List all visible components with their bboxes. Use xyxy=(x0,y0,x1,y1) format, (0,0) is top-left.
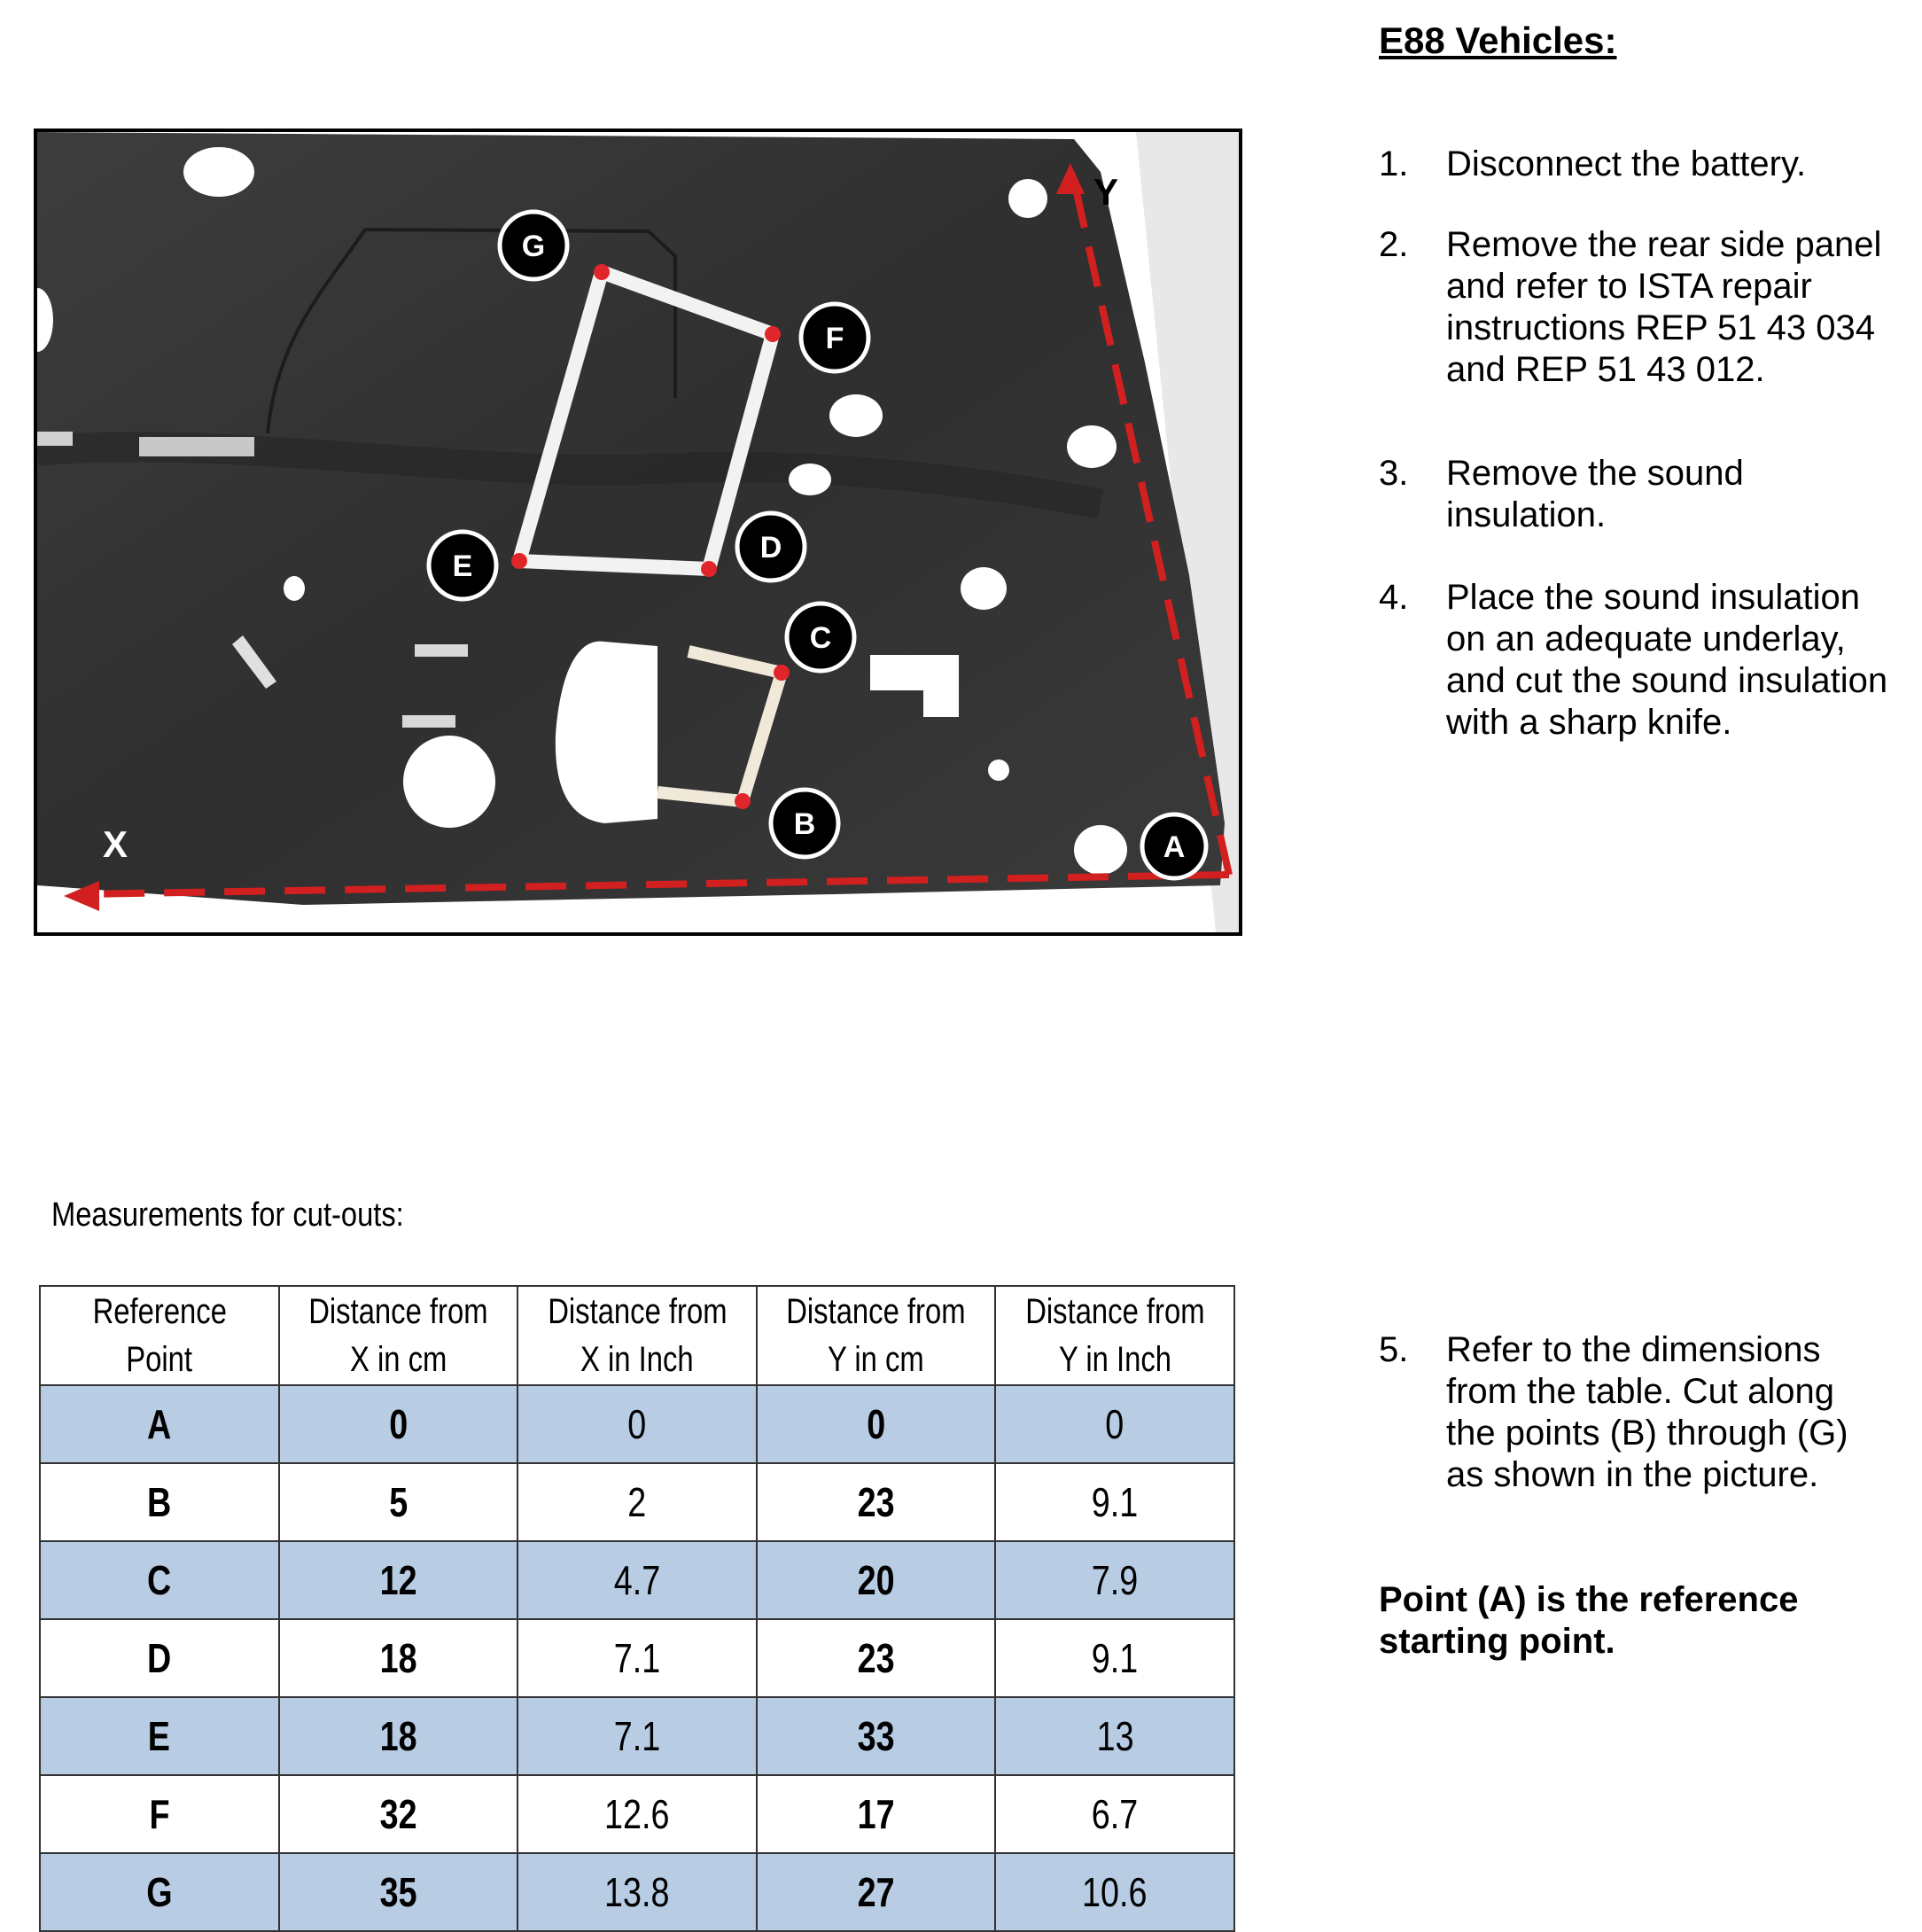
cell-text: 0 xyxy=(867,1401,886,1447)
marker-A xyxy=(1142,814,1206,878)
table-cell xyxy=(517,1775,757,1853)
table-row xyxy=(40,1697,1234,1775)
table-cell xyxy=(279,1463,518,1541)
cell-text: 9.1 xyxy=(1091,1635,1139,1681)
cell-text: 0 xyxy=(627,1401,647,1447)
table-cell xyxy=(757,1541,996,1619)
instruction-step xyxy=(1379,577,1893,744)
cell-text: E xyxy=(148,1713,171,1759)
header-line: X in cm xyxy=(349,1340,447,1379)
table-cell xyxy=(40,1541,279,1619)
header-line: Distance from xyxy=(1025,1292,1205,1331)
table-cell xyxy=(279,1697,518,1775)
table-cell xyxy=(995,1463,1234,1541)
table-cell xyxy=(995,1385,1234,1463)
marker-D xyxy=(737,513,805,580)
instruction-step xyxy=(1379,224,1893,391)
cell-text: 7.1 xyxy=(613,1713,661,1759)
step-number: 1. xyxy=(1379,144,1409,183)
cell-text: 27 xyxy=(857,1869,895,1915)
table-cell xyxy=(757,1385,996,1463)
marker-letter: E xyxy=(452,549,473,583)
cell-text: 32 xyxy=(379,1791,417,1837)
cell-text: 13.8 xyxy=(604,1869,670,1915)
cell-text: 23 xyxy=(857,1479,895,1525)
marker-letter: C xyxy=(809,621,832,655)
insulation-photo xyxy=(34,129,1242,936)
header-line: Y in cm xyxy=(828,1340,924,1379)
header-line: Distance from xyxy=(786,1292,966,1331)
table-caption: Measurements for cut-outs: xyxy=(51,1196,404,1234)
cell-text: 12 xyxy=(379,1557,417,1603)
table-header-row xyxy=(40,1286,1234,1385)
cell-text: 9.1 xyxy=(1091,1479,1139,1525)
table-cell xyxy=(995,1541,1234,1619)
instruction-list xyxy=(1379,144,1893,744)
table-cell xyxy=(757,1853,996,1931)
marker-B xyxy=(771,790,838,857)
step-text: Refer to the dimensions from the table. Cut along the points (B) through (G) as shown in the picture. xyxy=(1446,1330,1848,1494)
table-cell xyxy=(517,1541,757,1619)
cell-text: 6.7 xyxy=(1091,1791,1139,1837)
table-row xyxy=(40,1385,1234,1463)
marker-letter: F xyxy=(825,322,844,355)
cell-text: 4.7 xyxy=(613,1557,661,1603)
cell-text: 7.9 xyxy=(1091,1557,1139,1603)
table-cell xyxy=(40,1697,279,1775)
header-line: X in Inch xyxy=(580,1340,694,1379)
step-number: 5. xyxy=(1379,1330,1409,1369)
table-cell xyxy=(995,1697,1234,1775)
table-cell xyxy=(517,1853,757,1931)
cell-text: 0 xyxy=(1105,1401,1124,1447)
marker-letter: B xyxy=(793,807,816,841)
step-number: 2. xyxy=(1379,225,1409,264)
header-line: Y in Inch xyxy=(1058,1340,1171,1379)
cell-text: 17 xyxy=(857,1791,895,1837)
table-row xyxy=(40,1775,1234,1853)
cell-text: 18 xyxy=(379,1635,417,1681)
cell-text: C xyxy=(147,1557,172,1603)
marker-E xyxy=(429,532,496,599)
table-cell xyxy=(40,1775,279,1853)
table-cell xyxy=(517,1463,757,1541)
header-line: Reference xyxy=(92,1292,227,1331)
page-title: E88 Vehicles: xyxy=(1379,19,1617,61)
cell-text: D xyxy=(147,1635,172,1681)
column-header xyxy=(517,1286,757,1385)
instruction-list-continued xyxy=(1379,1329,1893,1496)
table-cell xyxy=(279,1775,518,1853)
header-line: Distance from xyxy=(308,1292,488,1331)
header-line: Distance from xyxy=(547,1292,728,1331)
table-row xyxy=(40,1853,1234,1931)
cell-text: 5 xyxy=(388,1479,408,1525)
cell-text: 20 xyxy=(857,1557,895,1603)
cell-text: 33 xyxy=(857,1713,895,1759)
step-text: Remove the sound insulation. xyxy=(1446,454,1744,534)
step-text: Place the sound insulation on an adequate underlay, and cut the sound insulation with a sharp knife. xyxy=(1446,578,1888,742)
cell-text: 10.6 xyxy=(1082,1869,1148,1915)
step-number: 3. xyxy=(1379,454,1409,493)
table-row xyxy=(40,1541,1234,1619)
cell-text: 35 xyxy=(379,1869,417,1915)
marker-letter: A xyxy=(1163,830,1186,864)
marker-letter: G xyxy=(521,230,546,263)
table-row xyxy=(40,1463,1234,1541)
axis-x-label: X xyxy=(103,823,128,865)
cell-text: 0 xyxy=(388,1401,408,1447)
table-row xyxy=(40,1619,1234,1697)
table-cell xyxy=(279,1385,518,1463)
cell-text: B xyxy=(147,1479,172,1525)
marker-letter: D xyxy=(759,531,782,565)
cell-text: 13 xyxy=(1096,1713,1134,1759)
table-cell xyxy=(995,1853,1234,1931)
column-header xyxy=(995,1286,1234,1385)
step-text: Remove the rear side panel and refer to ISTA repair instructions REP 51 43 034 and REP 51 43 012. xyxy=(1446,225,1882,389)
table-cell xyxy=(517,1385,757,1463)
cell-text: F xyxy=(149,1791,170,1837)
table-cell xyxy=(995,1619,1234,1697)
cell-text: 23 xyxy=(857,1635,895,1681)
axis-y-label: Y xyxy=(1093,171,1119,213)
measurement-table xyxy=(39,1285,1235,1932)
marker-G xyxy=(500,212,567,279)
table-cell xyxy=(757,1697,996,1775)
step-number: 4. xyxy=(1379,578,1409,617)
table-cell xyxy=(517,1619,757,1697)
marker-F xyxy=(801,304,868,371)
cell-text: 7.1 xyxy=(613,1635,661,1681)
header-line: Point xyxy=(126,1340,193,1379)
column-header xyxy=(40,1286,279,1385)
table-cell xyxy=(995,1775,1234,1853)
marker-C xyxy=(787,604,854,671)
cell-text: 18 xyxy=(379,1713,417,1759)
table-cell xyxy=(279,1541,518,1619)
table-cell xyxy=(279,1853,518,1931)
cell-text: 12.6 xyxy=(604,1791,670,1837)
table-cell xyxy=(279,1619,518,1697)
table-cell xyxy=(40,1385,279,1463)
cell-text: G xyxy=(146,1869,173,1915)
table-cell xyxy=(40,1853,279,1931)
table-cell xyxy=(757,1775,996,1853)
instruction-step xyxy=(1379,453,1893,536)
step-text: Disconnect the battery. xyxy=(1446,144,1807,183)
insulation-illustration xyxy=(37,132,1239,932)
reference-note: Point (A) is the reference starting point. xyxy=(1379,1580,1799,1661)
table-cell xyxy=(757,1463,996,1541)
instruction-step xyxy=(1379,1329,1893,1496)
column-header xyxy=(279,1286,518,1385)
instruction-step xyxy=(1379,144,1893,185)
cell-text: A xyxy=(147,1401,172,1447)
cell-text: 2 xyxy=(627,1479,647,1525)
table-cell xyxy=(757,1619,996,1697)
table-cell xyxy=(40,1619,279,1697)
table-cell xyxy=(517,1697,757,1775)
column-header xyxy=(757,1286,996,1385)
table-cell xyxy=(40,1463,279,1541)
